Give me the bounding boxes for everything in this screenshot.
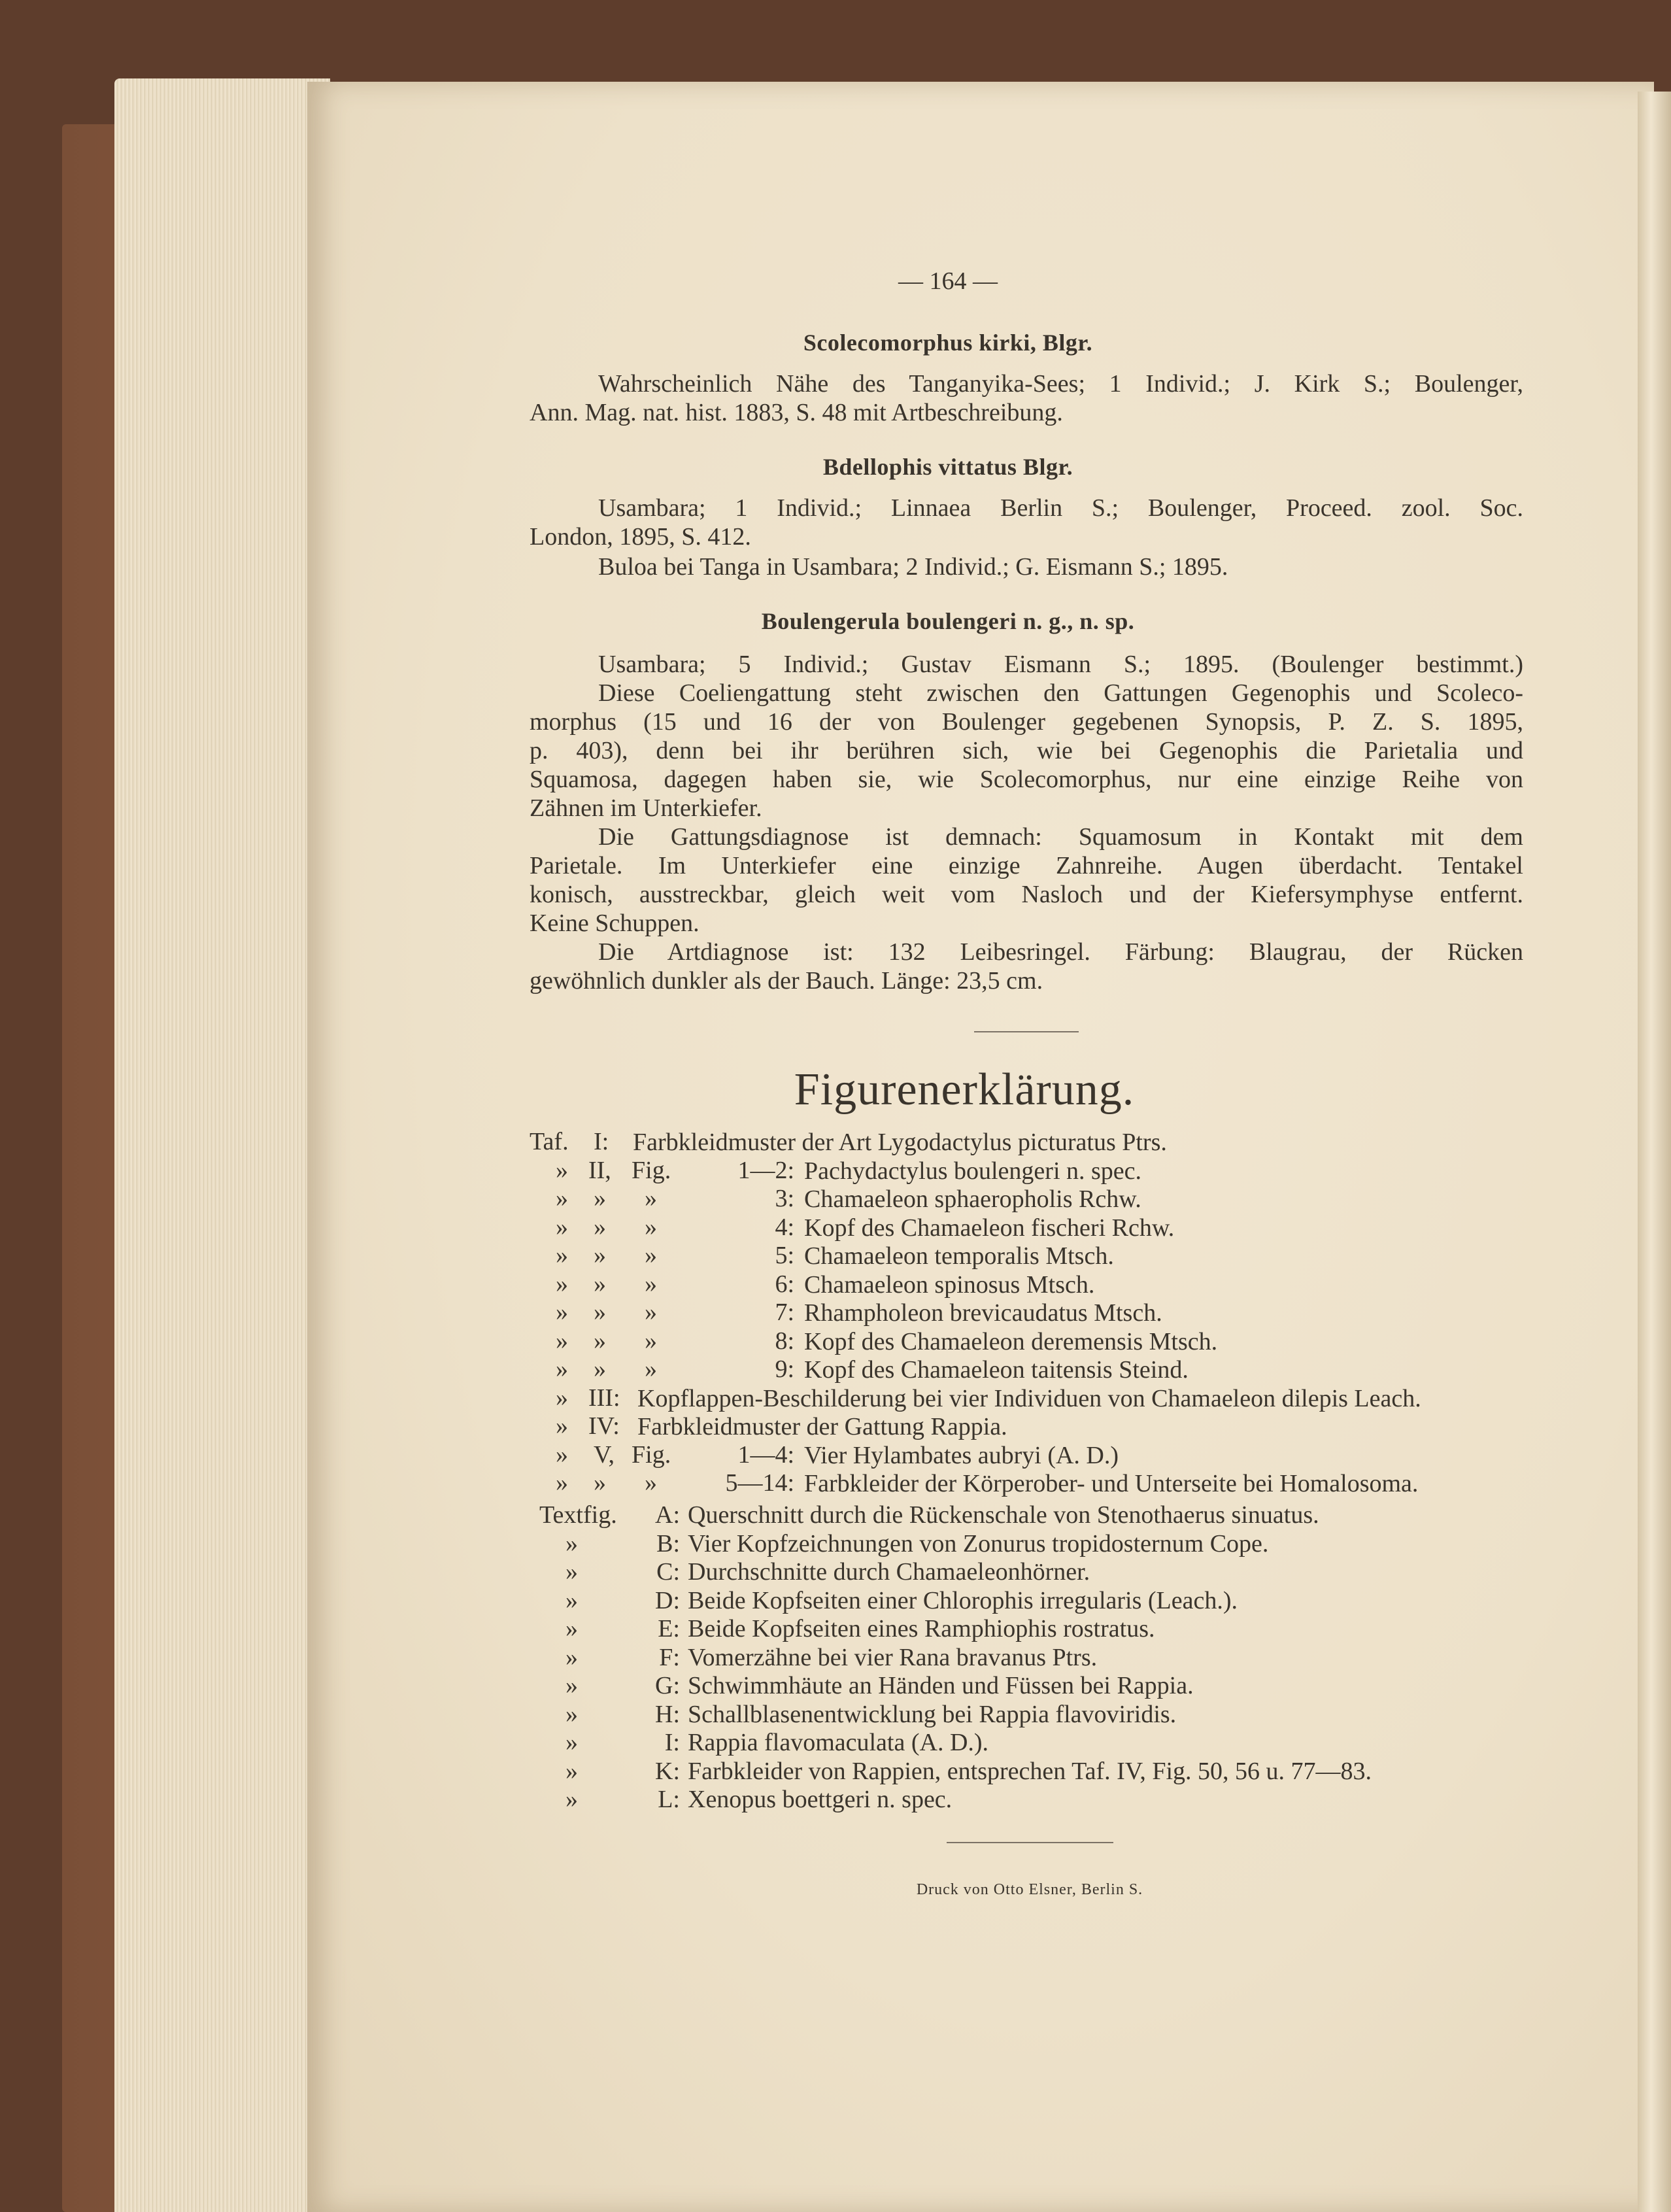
text-line: Wahrscheinlich Nähe des Tanganyika-Sees; 1 Individ.; J. Kirk S.; Boulenger, — [598, 370, 1523, 398]
divider — [947, 1842, 1113, 1843]
text-line: Die Artdiagnose ist: 132 Leibesringel. Färbung: Blaugrau, der Rücken — [598, 938, 1523, 966]
figure-list-cell: » — [645, 1355, 657, 1383]
textfig-cell: I: — [664, 1729, 680, 1756]
figure-list-cell: » — [645, 1213, 657, 1241]
figure-list-cell: » — [645, 1270, 657, 1298]
figure-list-cell: 5: — [775, 1242, 794, 1269]
figure-description: Pachydactylus boulengeri n. spec. — [804, 1157, 1142, 1185]
figure-list-cell: 4: — [775, 1213, 794, 1241]
textfig-cell: » — [565, 1615, 578, 1642]
text-line: Parietale. Im Unterkiefer eine einzige Zahnreihe. Augen überdacht. Tentakel — [530, 852, 1523, 879]
figure-list-cell: Fig. — [632, 1440, 671, 1469]
figure-description: Kopf des Chamaeleon taitensis Steind. — [804, 1356, 1189, 1384]
figure-list-cell: » — [594, 1242, 606, 1269]
text-line: Buloa bei Tanga in Usambara; 2 Individ.; G. Eismann S.; 1895. — [598, 553, 1228, 581]
facing-page-edge — [1638, 92, 1671, 2212]
figure-list-cell: » — [556, 1299, 568, 1326]
figure-list-cell: » — [594, 1327, 606, 1355]
figure-list-cell: 7: — [775, 1299, 794, 1326]
textfig-description: Xenopus boettgeri n. spec. — [688, 1786, 953, 1813]
figure-list-cell: II, — [588, 1156, 611, 1184]
textfig-column-letter — [628, 1501, 680, 1814]
textfig-cell: D: — [655, 1586, 680, 1614]
textfig-description: Schwimmhäute an Händen und Füssen bei Rappia. — [688, 1672, 1194, 1699]
textfig-cell: » — [565, 1786, 578, 1813]
figure-list-cell: » — [594, 1355, 606, 1383]
figure-description: Farbkleidmuster der Art Lygodactylus picturatus Ptrs. — [633, 1129, 1167, 1156]
figure-list-cell: » — [556, 1156, 568, 1184]
figure-list-cell: » — [594, 1469, 606, 1497]
figure-list-cell: » — [645, 1242, 657, 1269]
text-line: Die Gattungsdiagnose ist demnach: Squamosum in Kontakt mit dem — [598, 823, 1523, 851]
textfig-description: Querschnitt durch die Rückenschale von Stenothaerus sinuatus. — [688, 1501, 1319, 1529]
textfig-cell: F: — [659, 1643, 680, 1671]
figure-list-cell: » — [556, 1469, 568, 1497]
figure-list-cell: 9: — [775, 1355, 794, 1383]
figure-description: Farbkleidmuster der Gattung Rappia. — [637, 1413, 1007, 1440]
textfig-description: Schallblasenentwicklung bei Rappia flavoviridis. — [688, 1700, 1177, 1728]
figure-list-cell: » — [594, 1299, 606, 1326]
textfig-cell: H: — [655, 1700, 680, 1728]
textfig-cell: Textfig. — [539, 1501, 617, 1529]
figure-description: Farbkleider der Körperober- und Unterseite bei Homalosoma. — [804, 1470, 1419, 1497]
text-line: gewöhnlich dunkler als der Bauch. Länge: 23,5 cm. — [530, 967, 1043, 995]
divider — [974, 1031, 1079, 1032]
figure-list-column-figno — [680, 1128, 794, 1498]
figure-list-cell: 8: — [775, 1327, 794, 1355]
textfig-description: Farbkleider von Rappien, entsprechen Taf. IV, Fig. 50, 56 u. 77—83. — [688, 1757, 1372, 1785]
textfig-cell: » — [565, 1757, 578, 1785]
page-number: — 164 — — [898, 267, 998, 295]
textfig-cell: K: — [655, 1757, 680, 1785]
figure-list-cell: 5—14: — [725, 1469, 794, 1497]
figure-description: Kopflappen-Beschilderung bei vier Individuen von Chamaeleon dilepis Leach. — [637, 1384, 1421, 1412]
section-heading: Boulengerula boulengeri n. g., n. sp. — [761, 608, 1135, 634]
textfig-cell: E: — [658, 1615, 680, 1642]
figure-description: Rhampholeon brevicaudatus Mtsch. — [804, 1299, 1162, 1327]
figure-description: Kopf des Chamaeleon deremensis Mtsch. — [804, 1327, 1218, 1355]
textfig-cell: L: — [658, 1786, 680, 1813]
text-line: konisch, ausstreckbar, gleich weit vom Nasloch und der Kiefersymphyse entfernt. — [530, 881, 1523, 908]
textfig-cell: » — [565, 1586, 578, 1614]
textfig-cell: B: — [656, 1529, 680, 1557]
textfig-cell: » — [565, 1672, 578, 1699]
text-line: London, 1895, S. 412. — [530, 523, 751, 551]
figure-list-title: Figurenerklärung. — [794, 1064, 1135, 1115]
figure-list-cell: 3: — [775, 1185, 794, 1212]
figure-list-cell: » — [556, 1185, 568, 1212]
figure-description: Vier Hylambates aubryi (A. D.) — [804, 1441, 1119, 1469]
figure-list-cell: I: — [594, 1128, 609, 1155]
textfig-cell: A: — [655, 1501, 680, 1529]
figure-list-cell: » — [556, 1355, 568, 1383]
textfig-cell: G: — [655, 1672, 680, 1699]
figure-list-cell: 1—2: — [737, 1156, 794, 1184]
textfig-description: Vier Kopfzeichnungen von Zonurus tropidosternum Cope. — [688, 1529, 1269, 1557]
figure-list-cell: » — [556, 1242, 568, 1269]
figure-list-column-plate — [530, 1128, 569, 1498]
textfig-description: Durchschnitte durch Chamaeleonhörner. — [688, 1558, 1090, 1586]
figure-list-cell: » — [645, 1469, 657, 1497]
figure-list-cell: » — [594, 1185, 606, 1212]
textfig-column-description — [688, 1501, 1372, 1814]
figure-list-cell: » — [556, 1384, 568, 1412]
text-line: Usambara; 1 Individ.; Linnaea Berlin S.; Boulenger, Proceed. zool. Soc. — [598, 494, 1523, 522]
figure-description: Chamaeleon spinosus Mtsch. — [804, 1270, 1095, 1299]
figure-list-cell: V, — [594, 1440, 615, 1469]
figure-list-cell: » — [556, 1412, 568, 1440]
printer-imprint: Druck von Otto Elsner, Berlin S. — [916, 1881, 1143, 1898]
textfig-cell: » — [565, 1700, 578, 1728]
figure-list-cell: » — [594, 1270, 606, 1298]
text-line: Zähnen im Unterkiefer. — [530, 794, 762, 822]
figure-list-column-number — [588, 1128, 620, 1498]
figure-list-cell: » — [645, 1299, 657, 1326]
figure-list-cell: Fig. — [632, 1156, 671, 1184]
figure-list-cell: IV: — [588, 1412, 620, 1440]
textfig-cell: C: — [656, 1558, 680, 1586]
figure-description: Kopf des Chamaeleon fischeri Rchw. — [804, 1214, 1175, 1242]
text-line: p. 403), denn bei ihr berühren sich, wie bei Gegenophis die Parietalia und — [530, 737, 1523, 764]
section-heading: Bdellophis vittatus Blgr. — [822, 454, 1073, 480]
page-block-edge — [114, 78, 330, 2212]
figure-list-cell: » — [645, 1327, 657, 1355]
figure-list-cell: » — [594, 1213, 606, 1241]
figure-list-cell: III: — [588, 1384, 620, 1412]
figure-list-cell: Taf. — [530, 1128, 569, 1155]
text-line: Usambara; 5 Individ.; Gustav Eismann S.; 1895. (Boulenger bestimmt.) — [598, 651, 1523, 678]
textfig-cell: » — [565, 1529, 578, 1557]
figure-list-column-fig — [632, 1128, 671, 1498]
textfig-description: Beide Kopfseiten einer Chlorophis irregularis (Leach.). — [688, 1586, 1238, 1614]
figure-list-cell: » — [556, 1270, 568, 1298]
figure-list-cell: » — [556, 1213, 568, 1241]
figure-list-cell: 6: — [775, 1270, 794, 1298]
text-line: Squamosa, dagegen haben sie, wie Scolecomorphus, nur eine einzige Reihe von — [530, 766, 1523, 793]
figure-list-cell: » — [556, 1327, 568, 1355]
textfig-description: Vomerzähne bei vier Rana bravanus Ptrs. — [688, 1643, 1098, 1671]
text-line: Keine Schuppen. — [530, 910, 700, 937]
section-heading: Scolecomorphus kirki, Blgr. — [803, 330, 1093, 356]
textfig-column-label — [539, 1501, 617, 1814]
figure-list-cell: » — [645, 1185, 657, 1212]
text-line: Ann. Mag. nat. hist. 1883, S. 48 mit Artbeschreibung. — [530, 399, 1063, 426]
figure-description: Chamaeleon sphaeropholis Rchw. — [804, 1185, 1141, 1213]
figure-list-cell: » — [556, 1440, 568, 1469]
textfig-description: Beide Kopfseiten eines Ramphiophis rostratus. — [688, 1615, 1155, 1642]
textfig-description: Rappia flavomaculata (A. D.). — [688, 1729, 989, 1756]
figure-description: Chamaeleon temporalis Mtsch. — [804, 1242, 1114, 1270]
textfig-cell: » — [565, 1643, 578, 1671]
textfig-cell: » — [565, 1729, 578, 1756]
text-line: morphus (15 und 16 der von Boulenger gegebenen Synopsis, P. Z. S. 1895, — [530, 708, 1523, 736]
figure-list-cell: 1—4: — [737, 1440, 794, 1469]
text-line: Diese Coeliengattung steht zwischen den Gattungen Gegenophis und Scoleco- — [598, 679, 1523, 707]
textfig-cell: » — [565, 1558, 578, 1586]
